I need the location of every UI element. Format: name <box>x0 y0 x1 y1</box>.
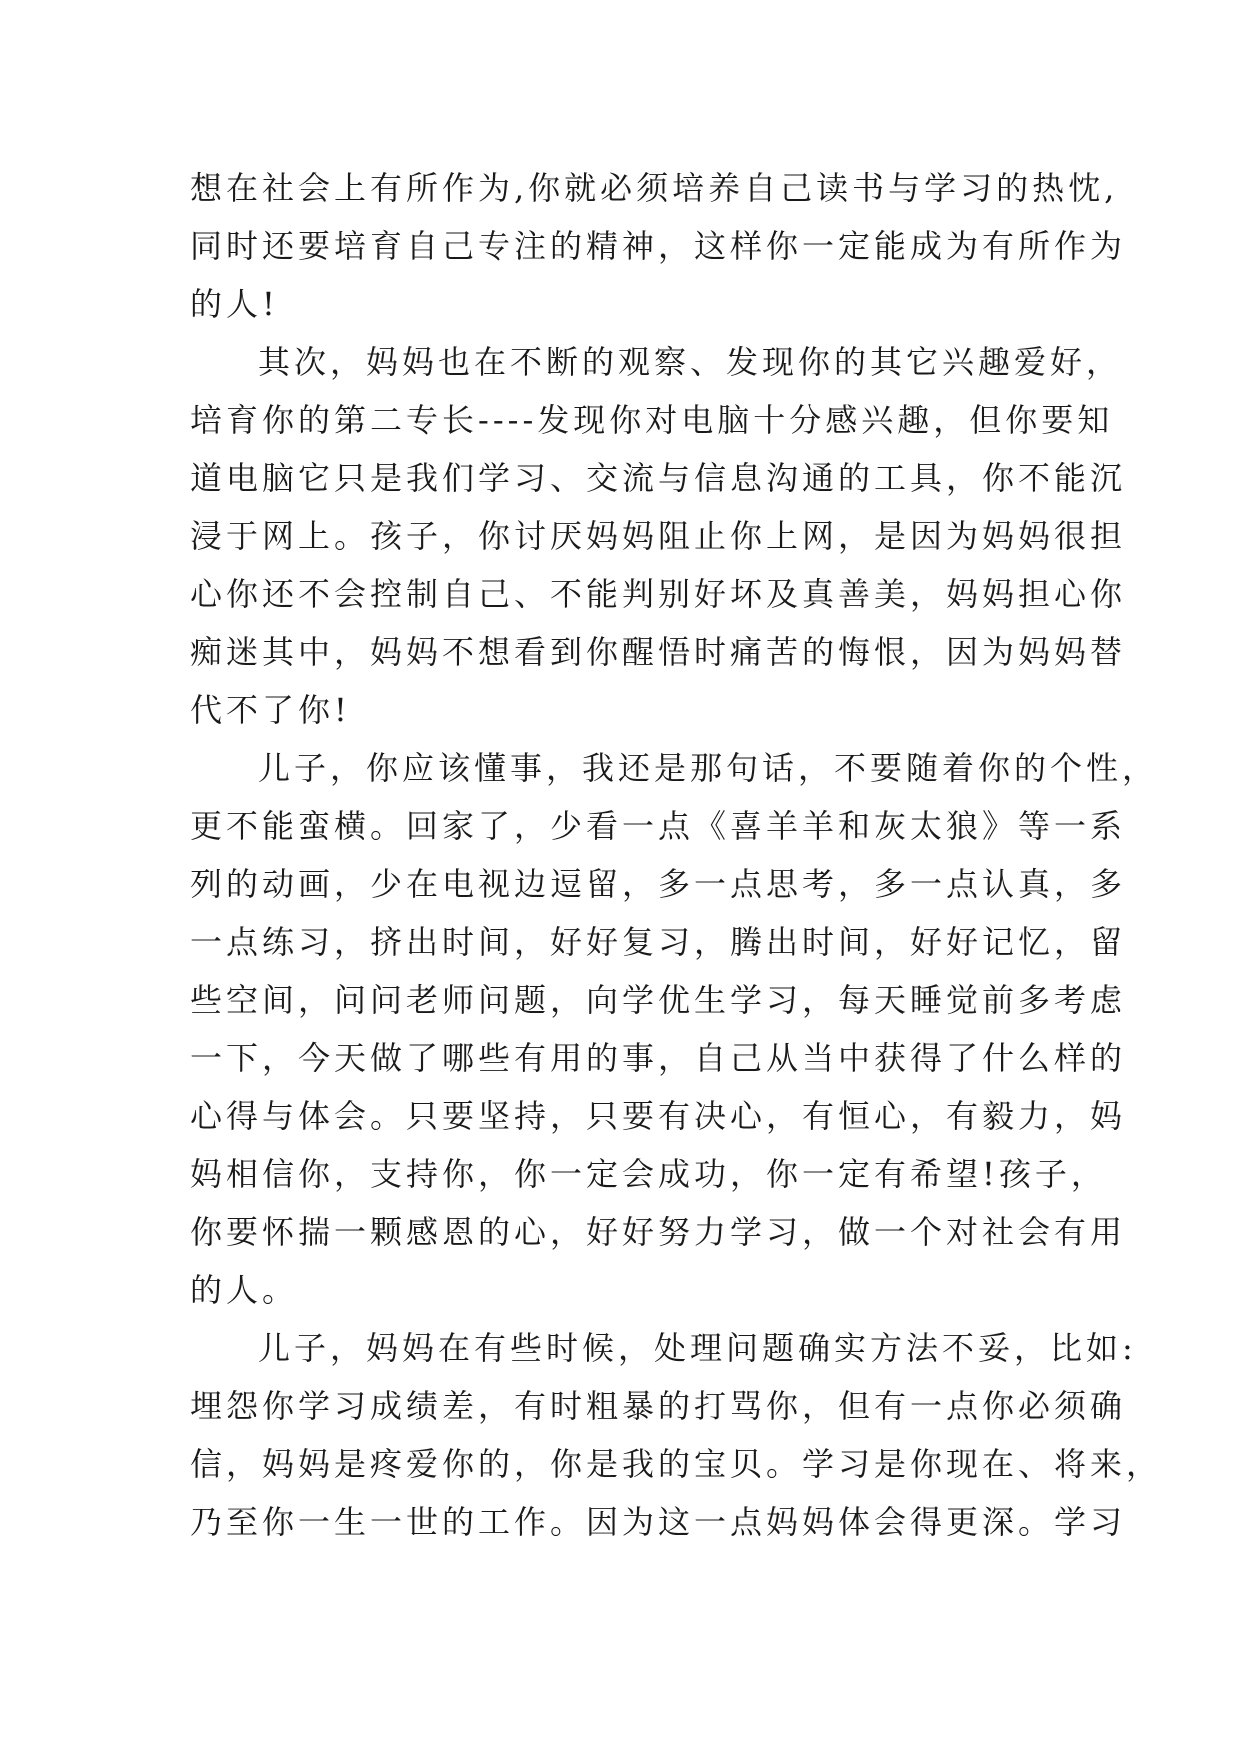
text-line: 的人。 <box>190 1271 299 1309</box>
paragraph-first-line: 儿子，妈妈在有些时候，处理问题确实方法不妥，比如: <box>258 1329 1137 1367</box>
text-line: 同时还要培育自己专注的精神，这样你一定能成为有所作为 <box>190 227 1127 265</box>
text-line: 更不能蛮横。回家了，少看一点《喜羊羊和灰太狼》等一系 <box>190 807 1127 845</box>
text-line: 信，妈妈是疼爱你的，你是我的宝贝。学习是你现在、将来， <box>190 1445 1163 1483</box>
paragraph-first-line: 其次，妈妈也在不断的观察、发现你的其它兴趣爱好， <box>258 343 1123 381</box>
text-line: 道电脑它只是我们学习、交流与信息沟通的工具，你不能沉 <box>190 459 1127 497</box>
text-line: 你要怀揣一颗感恩的心，好好努力学习，做一个对社会有用 <box>190 1213 1127 1251</box>
text-line: 一点练习，挤出时间，好好复习，腾出时间，好好记忆，留 <box>190 923 1127 961</box>
text-line: 想在社会上有所作为,你就必须培养自己读书与学习的热忱, <box>190 169 1119 207</box>
paragraph-first-line: 儿子，你应该懂事，我还是那句话，不要随着你的个性， <box>258 749 1159 787</box>
text-line: 培育你的第二专长----发现你对电脑十分感兴趣，但你要知 <box>190 401 1114 439</box>
text-line: 妈相信你，支持你，你一定会成功，你一定有希望!孩子， <box>190 1155 1107 1193</box>
text-line: 痴迷其中，妈妈不想看到你醒悟时痛苦的悔恨，因为妈妈替 <box>190 633 1127 671</box>
text-line: 些空间，问问老师问题，向学优生学习，每天睡觉前多考虑 <box>190 981 1127 1019</box>
text-line: 代不了你! <box>190 691 351 729</box>
text-line: 埋怨你学习成绩差，有时粗暴的打骂你，但有一点你必须确 <box>190 1387 1127 1425</box>
text-line: 心你还不会控制自己、不能判别好坏及真善美，妈妈担心你 <box>190 575 1127 613</box>
text-line: 心得与体会。只要坚持，只要有决心，有恒心，有毅力，妈 <box>190 1097 1127 1135</box>
text-line: 的人! <box>190 285 279 323</box>
text-line: 列的动画，少在电视边逗留，多一点思考，多一点认真，多 <box>190 865 1127 903</box>
text-line: 乃至你一生一世的工作。因为这一点妈妈体会得更深。学习 <box>190 1503 1127 1541</box>
text-line: 浸于网上。孩子，你讨厌妈妈阻止你上网，是因为妈妈很担 <box>190 517 1127 555</box>
text-line: 一下，今天做了哪些有用的事，自己从当中获得了什么样的 <box>190 1039 1127 1077</box>
